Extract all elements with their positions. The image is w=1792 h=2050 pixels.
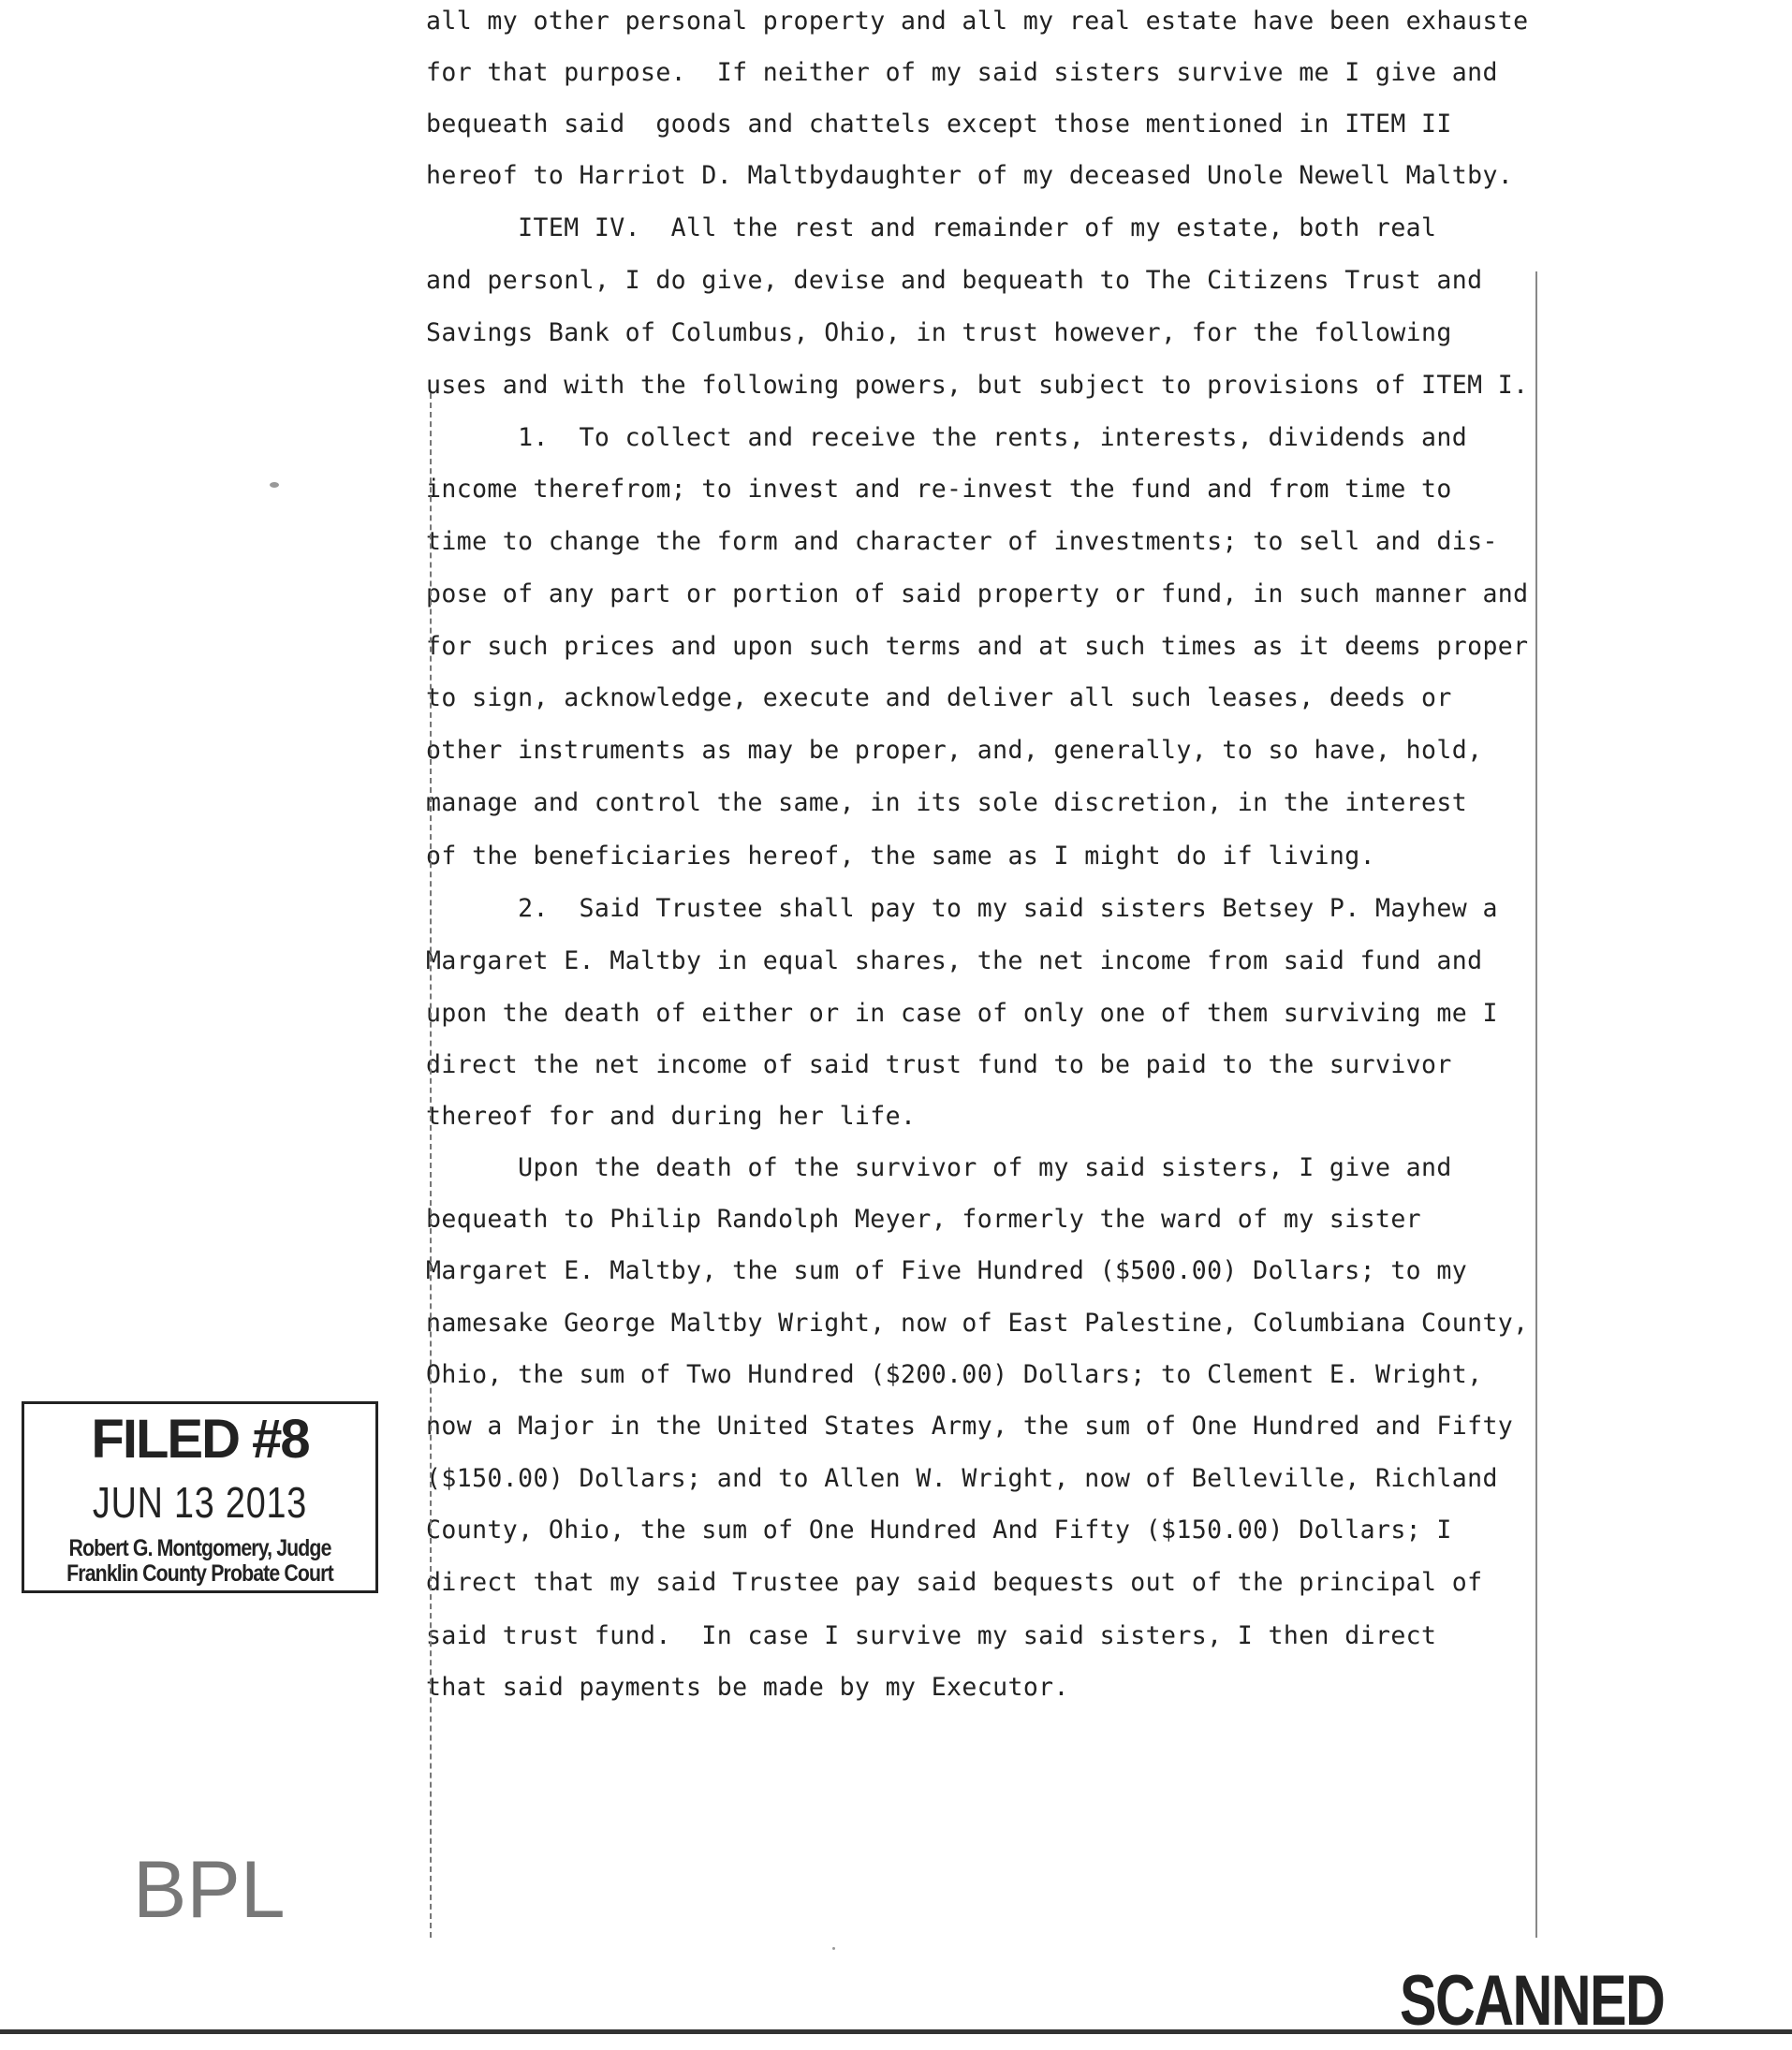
text-line: County, Ohio, the sum of One Hundred And Fifty ($150.00) Dollars; I (426, 1516, 1452, 1545)
text-line: other instruments as may be proper, and, generally, to so have, hold, (426, 736, 1483, 765)
text-line: upon the death of either or in case of only one of them surviving me I (426, 999, 1498, 1028)
scanned-stamp: SCANNED (1400, 1961, 1665, 2041)
text-line: direct that my said Trustee pay said bequests out of the principal of (426, 1568, 1483, 1597)
text-line: time to change the form and character of investments; to sell and dis- (426, 527, 1498, 556)
text-line: now a Major in the United States Army, the sum of One Hundred and Fifty (426, 1412, 1514, 1441)
text-line: bequeath to Philip Randolph Meyer, formerly the ward of my sister (426, 1205, 1422, 1234)
text-line: direct the net income of said trust fund to be paid to the survivor (426, 1050, 1452, 1079)
text-line: Margaret E. Maltby in equal shares, the net income from said fund and (426, 946, 1483, 975)
text-line: hereof to Harriot D. Maltbydaughter of my deceased Unole Newell Maltby. (426, 161, 1514, 190)
text-line: thereof for and during her life. (426, 1102, 917, 1131)
text-line: 2. Said Trustee shall pay to my said sisters Betsey P. Mayhew a (426, 894, 1498, 923)
text-line: for such prices and upon such terms and at such times as it deems proper (426, 632, 1529, 661)
text-line: Savings Bank of Columbus, Ohio, in trust however, for the following (426, 318, 1452, 347)
filed-stamp-judge: Robert G. Montgomery, Judge (68, 1535, 331, 1561)
right-margin-rule (1535, 271, 1537, 1938)
text-line: namesake George Maltby Wright, now of East Palestine, Columbiana County, (426, 1309, 1529, 1338)
text-line: ($150.00) Dollars; and to Allen W. Wright, now of Belleville, Richland (426, 1464, 1498, 1493)
text-line: income therefrom; to invest and re-invest the fund and from time to (426, 475, 1452, 504)
text-line: uses and with the following powers, but subject to provisions of ITEM I. (426, 371, 1529, 400)
text-line: that said payments be made by my Executor. (426, 1673, 1069, 1702)
left-margin-rule (430, 393, 432, 1938)
text-line: 1. To collect and receive the rents, interests, dividends and (426, 423, 1468, 452)
bpl-mark: BPL (133, 1845, 286, 1935)
filed-stamp (22, 1401, 378, 1593)
filed-stamp-date: JUN 13 2013 (92, 1478, 308, 1527)
filed-stamp-title: FILED #8 (91, 1409, 309, 1470)
scan-speck (832, 1947, 835, 1950)
filed-stamp-court: Franklin County Probate Court (66, 1560, 333, 1587)
text-line: and personl, I do give, devise and bequeath to The Citizens Trust and (426, 266, 1483, 295)
text-line: of the beneficiaries hereof, the same as I might do if living. (426, 842, 1375, 871)
text-line: manage and control the same, in its sole discretion, in the interest (426, 788, 1468, 817)
text-line: for that purpose. If neither of my said sisters survive me I give and (426, 58, 1498, 87)
text-line: bequeath said goods and chattels except those mentioned in ITEM II (426, 110, 1452, 139)
text-line: Ohio, the sum of Two Hundred ($200.00) Dollars; to Clement E. Wright, (426, 1360, 1483, 1389)
text-line: all my other personal property and all my real estate have been exhauste (426, 7, 1529, 36)
text-line: said trust fund. In case I survive my said sisters, I then direct (426, 1621, 1437, 1650)
text-line: ITEM IV. All the rest and remainder of my estate, both real (426, 213, 1437, 242)
text-line: to sign, acknowledge, execute and deliver all such leases, deeds or (426, 683, 1452, 712)
text-line: pose of any part or portion of said property or fund, in such manner and (426, 579, 1529, 608)
scan-speck (270, 482, 279, 488)
text-line: Margaret E. Maltby, the sum of Five Hundred ($500.00) Dollars; to my (426, 1256, 1468, 1285)
text-line: Upon the death of the survivor of my said sisters, I give and (426, 1153, 1452, 1182)
